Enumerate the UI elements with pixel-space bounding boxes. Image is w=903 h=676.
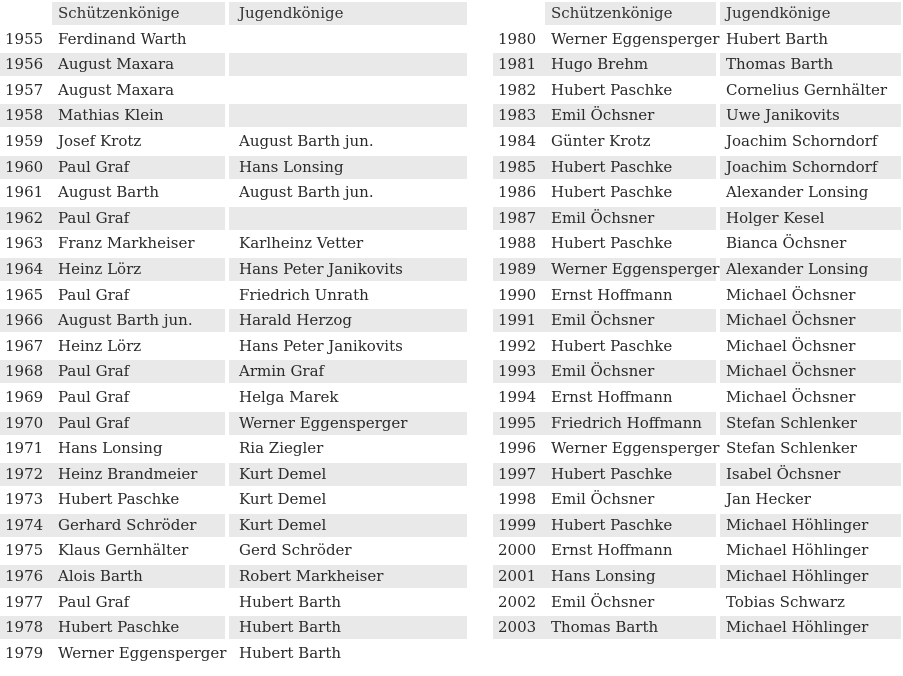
year-cell: 1955 [5,29,44,48]
left-table [0,2,467,667]
year-cell: 1982 [498,80,537,99]
table-row [493,616,901,642]
year-cell: 1965 [5,285,44,304]
schuetzenkoenig-cell: Emil Öchsner [551,490,655,509]
schuetzenkoenig-cell: Heinz Brandmeier [52,463,225,486]
jugendkoenig-cell: Michael Öchsner [720,309,901,332]
schuetzenkoenig-cell: Emil Öchsner [545,104,716,127]
year-cell: 1975 [5,541,44,560]
year-cell: 1977 [5,592,44,611]
schuetzenkoenig-cell: Alois Barth [52,565,225,588]
jugendkoenig-cell: Michael Höhlinger [720,616,901,639]
jugendkoenig-cell: August Barth jun. [239,131,374,150]
year-cell: 1983 [493,104,545,127]
year-cell: 1988 [498,234,537,253]
table-header [493,2,901,28]
year-cell: 1961 [5,183,44,202]
schuetzenkoenig-cell: Ernst Hoffmann [551,285,673,304]
jugendkoenig-cell: Holger Kesel [720,207,901,230]
table-row [493,539,901,565]
year-cell: 1980 [498,29,537,48]
year-cell: 1981 [493,53,545,76]
year-cell: 1963 [5,234,44,253]
table-row [0,565,467,591]
jugendkoenig-cell: Karlheinz Vetter [239,234,364,253]
table-row [493,335,901,361]
jugendkoenig-cell: Hans Peter Janikovits [229,258,467,281]
schuetzenkoenig-cell: Paul Graf [58,387,130,406]
schuetzenkoenig-cell: Emil Öchsner [545,207,716,230]
left-table-body [0,28,467,668]
year-cell: 1990 [498,285,537,304]
schuetzenkoenig-cell: Paul Graf [52,412,225,435]
table-row [493,207,901,233]
jugendkoenig-cell: Werner Eggensperger [229,412,467,435]
year-cell: 1957 [5,80,44,99]
jugendkoenig-cell: August Barth jun. [239,183,374,202]
schuetzenkoenig-cell: August Barth jun. [52,309,225,332]
header-schuetzenkoenige: Schützenkönige [545,2,716,25]
schuetzenkoenig-cell: Hubert Paschke [58,490,180,509]
schuetzenkoenig-cell: Emil Öchsner [545,309,716,332]
jugendkoenig-cell: Alexander Lonsing [720,258,901,281]
table-row [0,386,467,412]
schuetzenkoenig-cell: Franz Markheiser [58,234,195,253]
year-cell: 1976 [0,565,52,588]
year-cell: 1996 [498,439,537,458]
year-cell: 2000 [498,541,537,560]
jugendkoenig-cell: Gerd Schröder [239,541,352,560]
table-row [0,104,467,130]
table-row [0,463,467,489]
jugendkoenig-cell [229,207,467,230]
schuetzenkoenig-cell: Hubert Paschke [551,183,673,202]
jugendkoenig-cell: Michael Höhlinger [720,514,901,537]
right-table-body [493,28,901,642]
table-row [0,232,467,258]
schuetzenkoenig-cell: Günter Krotz [551,131,651,150]
schuetzenkoenig-cell: Friedrich Hoffmann [545,412,716,435]
table-row [493,232,901,258]
schuetzenkoenig-cell: Heinz Lörz [52,258,225,281]
jugendkoenig-cell: Kurt Demel [239,490,327,509]
table-row [493,437,901,463]
year-cell: 1992 [498,336,537,355]
schuetzenkoenig-cell: Paul Graf [58,285,130,304]
schuetzenkoenig-cell: Gerhard Schröder [52,514,225,537]
schuetzenkoenig-cell: Paul Graf [58,592,130,611]
schuetzenkoenig-cell: Hubert Paschke [545,156,716,179]
jugendkoenig-cell: Harald Herzog [229,309,467,332]
jugendkoenig-cell: Jan Hecker [726,490,811,509]
schuetzenkoenig-cell: Hugo Brehm [545,53,716,76]
jugendkoenig-cell: Hubert Barth [239,592,342,611]
year-cell: 1998 [498,490,537,509]
table-row [0,539,467,565]
year-cell: 1962 [0,207,52,230]
schuetzenkoenig-cell: Josef Krotz [58,131,142,150]
schuetzenkoenig-cell: Paul Graf [52,156,225,179]
table-row [0,284,467,310]
schuetzenkoenig-cell: August Maxara [52,53,225,76]
schuetzenkoenig-cell: Klaus Gernhälter [58,541,189,560]
year-cell: 2001 [493,565,545,588]
year-cell: 1959 [5,131,44,150]
year-cell: 1979 [5,643,44,662]
jugendkoenig-cell: Kurt Demel [229,514,467,537]
table-row [0,335,467,361]
table-row [493,565,901,591]
jugendkoenig-cell: Hubert Barth [229,616,467,639]
schuetzenkoenig-cell: Paul Graf [52,360,225,383]
year-cell: 1974 [0,514,52,537]
year-cell: 1999 [493,514,545,537]
year-cell: 1960 [0,156,52,179]
jugendkoenig-cell: Michael Öchsner [726,387,856,406]
table-row [493,386,901,412]
jugendkoenig-cell: Hubert Barth [726,29,829,48]
table-row [493,360,901,386]
jugendkoenig-cell: Armin Graf [229,360,467,383]
table-row [0,156,467,182]
year-cell: 1986 [498,183,537,202]
year-cell: 1964 [0,258,52,281]
schuetzenkoenig-cell: Hans Lonsing [545,565,716,588]
table-row [0,437,467,463]
schuetzenkoenig-cell: Mathias Klein [52,104,225,127]
year-cell: 1973 [5,490,44,509]
jugendkoenig-cell: Ria Ziegler [239,439,324,458]
year-cell: 1958 [0,104,52,127]
jugendkoenig-cell [229,104,467,127]
jugendkoenig-cell: Michael Öchsner [726,285,856,304]
year-cell: 1997 [493,463,545,486]
table-row [0,488,467,514]
table-row [0,642,467,668]
year-cell: 2002 [498,592,537,611]
table-row [493,514,901,540]
jugendkoenig-cell: Hubert Barth [239,643,342,662]
schuetzenkoenig-cell: Hubert Paschke [545,514,716,537]
table-row [493,130,901,156]
year-cell: 1993 [493,360,545,383]
table-row [493,79,901,105]
table-row [493,53,901,79]
year-cell: 1994 [498,387,537,406]
jugendkoenig-cell: Stefan Schlenker [726,439,857,458]
table-row [0,53,467,79]
table-row [0,130,467,156]
jugendkoenig-cell: Thomas Barth [720,53,901,76]
year-cell: 1966 [0,309,52,332]
schuetzenkoenig-cell: Hubert Paschke [551,336,673,355]
jugendkoenig-cell: Kurt Demel [229,463,467,486]
year-cell: 1987 [493,207,545,230]
jugendkoenig-cell: Isabel Öchsner [720,463,901,486]
year-cell: 1971 [5,439,44,458]
jugendkoenig-cell: Michael Höhlinger [720,565,901,588]
jugendkoenig-cell: Cornelius Gernhälter [726,80,888,99]
jugendkoenig-cell: Alexander Lonsing [726,183,869,202]
jugendkoenig-cell: Michael Öchsner [720,360,901,383]
jugendkoenig-cell [229,79,467,102]
table-row [493,463,901,489]
schuetzenkoenig-cell: Hans Lonsing [58,439,163,458]
schuetzenkoenig-cell: Hubert Paschke [551,80,673,99]
right-table [493,2,901,642]
schuetzenkoenig-cell: August Maxara [58,80,175,99]
table-row [493,284,901,310]
table-row [0,207,467,233]
jugendkoenig-cell [229,53,467,76]
schuetzenkoenig-cell: Ferdinand Warth [58,29,187,48]
schuetzenkoenig-cell: Ernst Hoffmann [551,387,673,406]
year-cell: 1968 [0,360,52,383]
schuetzenkoenig-cell: Heinz Lörz [58,336,142,355]
jugendkoenig-cell: Hans Lonsing [229,156,467,179]
table-row [493,309,901,335]
jugendkoenig-cell: Michael Höhlinger [726,541,869,560]
jugendkoenig-cell: Robert Markheiser [229,565,467,588]
schuetzenkoenig-cell: Werner Eggensperger [551,29,720,48]
year-cell: 1967 [5,336,44,355]
schuetzenkoenig-cell: Emil Öchsner [545,360,716,383]
year-cell: 1984 [498,131,537,150]
schuetzenkoenig-cell: Werner Eggensperger [551,439,720,458]
year-cell: 2003 [493,616,545,639]
table-row [493,181,901,207]
jugendkoenig-cell: Tobias Schwarz [726,592,845,611]
table-row [0,360,467,386]
table-row [0,79,467,105]
table-row [493,104,901,130]
table-row [0,616,467,642]
jugendkoenig-cell [229,28,467,51]
table-header [0,2,467,28]
table-row [0,514,467,540]
table-row [0,181,467,207]
jugendkoenig-cell: Helga Marek [239,387,339,406]
jugendkoenig-cell: Stefan Schlenker [720,412,901,435]
table-row [493,412,901,438]
jugendkoenig-cell: Joachim Schorndorf [720,156,901,179]
table-row [493,488,901,514]
schuetzenkoenig-cell: Emil Öchsner [551,592,655,611]
jugendkoenig-cell: Bianca Öchsner [726,234,847,253]
year-cell: 1956 [0,53,52,76]
year-cell: 1970 [0,412,52,435]
table-row [493,156,901,182]
schuetzenkoenig-cell: Hubert Paschke [551,234,673,253]
table-row [0,309,467,335]
year-cell: 1989 [493,258,545,281]
schuetzenkoenig-cell: August Barth [58,183,160,202]
schuetzenkoenig-cell: Werner Eggensperger [58,643,227,662]
table-row [493,28,901,54]
header-jugendkoenige: Jugendkönige [720,2,901,25]
table-row [0,412,467,438]
jugendkoenig-cell: Uwe Janikovits [720,104,901,127]
table-row [0,28,467,54]
table-row [0,258,467,284]
schuetzenkoenig-cell: Ernst Hoffmann [551,541,673,560]
table-row [493,258,901,284]
table-row [0,591,467,617]
schuetzenkoenig-cell: Hubert Paschke [545,463,716,486]
year-cell: 1995 [493,412,545,435]
schuetzenkoenig-cell: Paul Graf [52,207,225,230]
jugendkoenig-cell: Michael Öchsner [726,336,856,355]
year-cell: 1991 [493,309,545,332]
year-cell: 1972 [0,463,52,486]
jugendkoenig-cell: Friedrich Unrath [239,285,369,304]
year-cell: 1969 [5,387,44,406]
jugendkoenig-cell: Joachim Schorndorf [726,131,878,150]
schuetzenkoenig-cell: Hubert Paschke [52,616,225,639]
jugendkoenig-cell: Hans Peter Janikovits [239,336,403,355]
schuetzenkoenig-cell: Werner Eggensperger [545,258,716,281]
year-cell: 1985 [493,156,545,179]
header-jugendkoenige: Jugendkönige [229,2,467,25]
schuetzenkoenig-cell: Thomas Barth [545,616,716,639]
year-cell: 1978 [0,616,52,639]
table-row [493,591,901,617]
header-schuetzenkoenige: Schützenkönige [52,2,225,25]
